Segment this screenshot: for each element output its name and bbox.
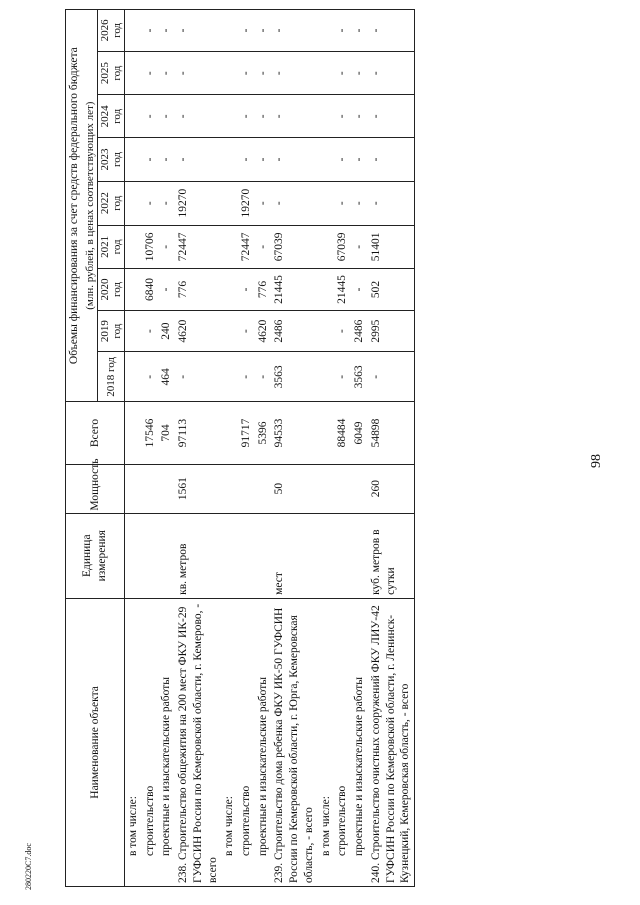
year-value-cell: 72447 [175, 225, 221, 269]
year-value-cell [318, 95, 335, 138]
year-value-cell [221, 10, 238, 52]
object-name-cell: строительство [238, 598, 255, 886]
year-value-cell: - [334, 10, 351, 52]
year-value-cell: 21445 [334, 269, 351, 311]
header-year: 2023 год [97, 138, 124, 182]
header-year: 2018 год [97, 352, 124, 402]
capacity-cell: 260 [368, 464, 415, 513]
year-value-cell [221, 269, 238, 311]
header-total: Всего [66, 402, 125, 464]
total-cell: 5396 [255, 402, 272, 464]
year-value-cell: - [271, 95, 317, 138]
year-value-cell [125, 51, 142, 95]
year-value-cell [318, 10, 335, 52]
table-row [351, 10, 368, 887]
year-value-cell: 4620 [175, 310, 221, 352]
unit-cell [125, 513, 142, 598]
total-cell: 704 [158, 402, 175, 464]
year-value-cell: 67039 [334, 225, 351, 269]
year-value-cell [125, 310, 142, 352]
year-value-cell: - [368, 51, 415, 95]
year-value-cell [221, 95, 238, 138]
year-value-cell: 21445 [271, 269, 317, 311]
page-number: 98 [589, 454, 604, 468]
year-value-cell: - [175, 352, 221, 402]
year-value-cell: - [238, 10, 255, 52]
year-value-cell [318, 310, 335, 352]
year-value-cell: - [158, 225, 175, 269]
year-value-cell [125, 10, 142, 52]
table-row [125, 10, 142, 887]
year-value-cell: - [334, 95, 351, 138]
unit-cell [255, 513, 272, 598]
year-value-cell [221, 181, 238, 225]
year-value-cell: - [351, 138, 368, 182]
object-name-cell: строительство [142, 598, 159, 886]
header-year: 2026 год [97, 10, 124, 52]
capacity-cell [158, 464, 175, 513]
year-value-cell: - [175, 10, 221, 52]
capacity-cell [255, 464, 272, 513]
total-cell: 6049 [351, 402, 368, 464]
year-value-cell: - [271, 10, 317, 52]
year-value-cell: - [158, 95, 175, 138]
year-value-cell: 10706 [142, 225, 159, 269]
year-value-cell: - [238, 95, 255, 138]
year-value-cell: - [238, 310, 255, 352]
year-value-cell: - [271, 51, 317, 95]
total-cell [318, 402, 335, 464]
year-value-cell: - [142, 10, 159, 52]
header-year: 2024 год [97, 95, 124, 138]
object-name-cell: 238. Строительство общежития на 200 мест ФКУ ИК-29 ГУФСИН России по Кемеровской области, г. Кемерово, - всего [175, 598, 221, 886]
header-year: 2020 год [97, 269, 124, 311]
table-row [318, 10, 335, 887]
year-value-cell [125, 269, 142, 311]
table-row [175, 10, 221, 887]
capacity-cell [238, 464, 255, 513]
year-value-cell: - [158, 181, 175, 225]
object-name-cell: проектные и изыскательские работы [158, 598, 175, 886]
table-row [142, 10, 159, 887]
year-value-cell: - [368, 95, 415, 138]
total-cell: 54898 [368, 402, 415, 464]
year-value-cell: 72447 [238, 225, 255, 269]
header-name: Наименование объекта [66, 598, 125, 886]
year-value-cell [221, 352, 238, 402]
year-value-cell: - [175, 95, 221, 138]
year-value-cell [318, 51, 335, 95]
year-value-cell [318, 352, 335, 402]
year-value-cell: - [351, 181, 368, 225]
year-value-cell: 6840 [142, 269, 159, 311]
header-capacity: Мощность [66, 464, 125, 513]
object-name-cell: 239. Строительство дома ребенка ФКУ ИК-50 ГУФСИН России по Кемеровской области, г. Юрга, Кемеровская область, - всего [271, 598, 317, 886]
year-value-cell: - [158, 269, 175, 311]
header-unit: Единица измерения [66, 513, 125, 598]
year-value-cell [125, 138, 142, 182]
year-value-cell: - [238, 51, 255, 95]
year-value-cell: - [368, 352, 415, 402]
total-cell: 97113 [175, 402, 221, 464]
unit-cell [238, 513, 255, 598]
year-value-cell: 19270 [175, 181, 221, 225]
capacity-cell [221, 464, 238, 513]
year-value-cell: 51401 [368, 225, 415, 269]
year-value-cell: - [255, 225, 272, 269]
year-value-cell: - [142, 310, 159, 352]
year-value-cell [221, 310, 238, 352]
table-row [238, 10, 255, 887]
year-value-cell: 2486 [351, 310, 368, 352]
object-name-cell: 240. Строительство очистных сооружений ФКУ ЛИУ-42 ГУФСИН России по Кемеровской области, г. Ленинск-Кузнецкий, Кемеровская область, - всего [368, 598, 415, 886]
year-value-cell: - [334, 181, 351, 225]
object-name-cell: в том числе: [221, 598, 238, 886]
year-value-cell [318, 269, 335, 311]
year-value-cell: - [255, 95, 272, 138]
year-value-cell [125, 95, 142, 138]
unit-cell: мест [271, 513, 317, 598]
year-value-cell: - [255, 138, 272, 182]
year-value-cell: - [334, 352, 351, 402]
year-value-cell: - [142, 138, 159, 182]
year-value-cell: 2995 [368, 310, 415, 352]
year-value-cell [221, 51, 238, 95]
year-value-cell: - [255, 181, 272, 225]
funding-table [65, 9, 415, 887]
year-value-cell: - [142, 352, 159, 402]
year-value-cell: 240 [158, 310, 175, 352]
table-row [368, 10, 415, 887]
year-value-cell: - [175, 138, 221, 182]
unit-cell [158, 513, 175, 598]
year-value-cell: 776 [255, 269, 272, 311]
unit-cell [351, 513, 368, 598]
capacity-cell [318, 464, 335, 513]
object-name-cell: проектные и изыскательские работы [255, 598, 272, 886]
year-value-cell: - [368, 138, 415, 182]
year-value-cell: - [142, 181, 159, 225]
year-value-cell [125, 225, 142, 269]
year-value-cell [318, 225, 335, 269]
object-name-cell: проектные и изыскательские работы [351, 598, 368, 886]
year-value-cell: - [334, 310, 351, 352]
year-value-cell: - [255, 51, 272, 95]
year-value-cell [318, 138, 335, 182]
year-value-cell: - [255, 10, 272, 52]
year-value-cell: - [334, 138, 351, 182]
table-row [334, 10, 351, 887]
header-funding-units: (млн. рублей, в ценах соответствующих лет) [83, 10, 98, 402]
year-value-cell: 502 [368, 269, 415, 311]
total-cell [125, 402, 142, 464]
year-value-cell: - [351, 95, 368, 138]
unit-cell [318, 513, 335, 598]
year-value-cell: - [142, 95, 159, 138]
year-value-cell: 776 [175, 269, 221, 311]
year-value-cell: - [351, 10, 368, 52]
year-value-cell: - [175, 51, 221, 95]
year-value-cell: - [142, 51, 159, 95]
year-value-cell: - [334, 51, 351, 95]
header-year: 2022 год [97, 181, 124, 225]
capacity-cell: 50 [271, 464, 317, 513]
year-value-cell: 2486 [271, 310, 317, 352]
table-row [255, 10, 272, 887]
total-cell: 17546 [142, 402, 159, 464]
total-cell: 91717 [238, 402, 255, 464]
year-value-cell: - [271, 138, 317, 182]
table-row [221, 10, 238, 887]
year-value-cell: - [238, 269, 255, 311]
year-value-cell: 3563 [351, 352, 368, 402]
unit-cell [334, 513, 351, 598]
year-value-cell: - [351, 51, 368, 95]
year-value-cell: 19270 [238, 181, 255, 225]
capacity-cell [142, 464, 159, 513]
unit-cell [142, 513, 159, 598]
object-name-cell: в том числе: [125, 598, 142, 886]
year-value-cell: - [158, 138, 175, 182]
capacity-cell [334, 464, 351, 513]
year-value-cell: - [368, 181, 415, 225]
document-id: 280220С7.doc [24, 843, 33, 890]
header-year: 2025 год [97, 51, 124, 95]
table-row [158, 10, 175, 887]
year-value-cell: 67039 [271, 225, 317, 269]
table-row [271, 10, 317, 887]
year-value-cell: - [238, 352, 255, 402]
year-value-cell [221, 138, 238, 182]
year-value-cell: - [271, 181, 317, 225]
year-value-cell [125, 181, 142, 225]
object-name-cell: строительство [334, 598, 351, 886]
unit-cell: кв. метров [175, 513, 221, 598]
year-value-cell [318, 181, 335, 225]
year-value-cell: - [158, 10, 175, 52]
year-value-cell: - [351, 225, 368, 269]
capacity-cell [351, 464, 368, 513]
year-value-cell: - [238, 138, 255, 182]
header-year: 2019 год [97, 310, 124, 352]
unit-cell [221, 513, 238, 598]
year-value-cell: 3563 [271, 352, 317, 402]
total-cell: 88484 [334, 402, 351, 464]
total-cell [221, 402, 238, 464]
capacity-cell: 1561 [175, 464, 221, 513]
year-value-cell [125, 352, 142, 402]
year-value-cell [221, 225, 238, 269]
year-value-cell: - [255, 352, 272, 402]
year-value-cell: - [368, 10, 415, 52]
header-year: 2021 год [97, 225, 124, 269]
year-value-cell: - [158, 51, 175, 95]
year-value-cell: 4620 [255, 310, 272, 352]
capacity-cell [125, 464, 142, 513]
year-value-cell: 464 [158, 352, 175, 402]
year-value-cell: - [351, 269, 368, 311]
header-funding: Объемы финансирования за счет средств федерального бюджета [66, 10, 83, 402]
object-name-cell: в том числе: [318, 598, 335, 886]
total-cell: 94533 [271, 402, 317, 464]
unit-cell: куб. метров в сутки [368, 513, 415, 598]
